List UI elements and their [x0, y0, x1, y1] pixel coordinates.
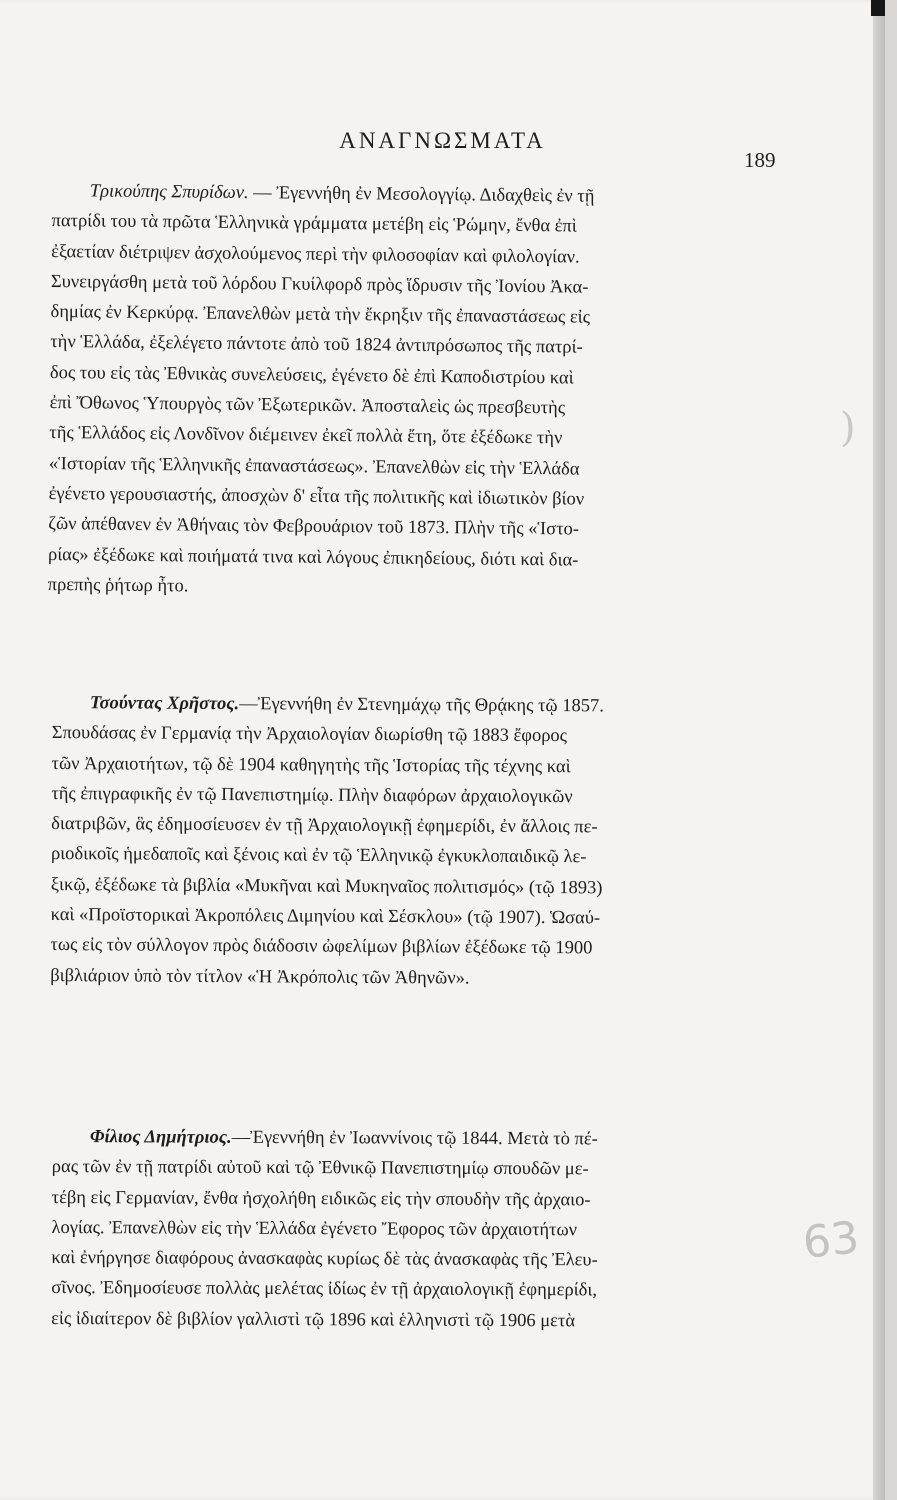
entry-name: Τρικούπης Σπυρίδων.: [89, 181, 249, 204]
running-head: ΑΝΑΓΝΩΣΜΑΤΑ: [339, 128, 546, 153]
entry-line: ξικῷ, ἐξέδωκε τὰ βιβλία «Μυκῆναι καὶ Μυκηναῖος πολιτισμός» (τῷ 1893): [50, 874, 603, 899]
entry-line: ἐξαετίαν διέτριψεν ἀσχολούμενος περὶ τὴν φιλοσοφίαν καὶ φιλολογίαν.: [51, 241, 580, 268]
entry-name: Φίλιος Δημήτριος.: [89, 1127, 232, 1148]
entry-line: πατρίδι του τὰ πρῶτα Ἑλληνικὰ γράμματα μετέβη εἰς Ῥώμην, ἔνθα ἐπὶ: [51, 211, 577, 237]
entry-line: καὶ «Προϊστορικαὶ Ἀκροπόλεις Διμηνίου καὶ Σέσκλου» (τῷ 1907). Ὡσαύ-: [50, 905, 601, 929]
entry-line: Συνειργάσθη μετὰ τοῦ λόρδου Γκυίλφορδ πρὸς ἵδρυσιν τῆς Ἰονίου Ἀκα-: [50, 271, 589, 298]
entry-line: τως εἰς τὸν σύλλογον πρὸς διάδοσιν ὠφελίμων βιβλίων ἐξέδωκε τῷ 1900: [50, 935, 593, 959]
entry-line: δημίας ἐν Κερκύρᾳ. Ἐπανελθὼν μετὰ τὴν ἔκρηξιν τῆς ἐπαναστάσεως εἰς: [50, 302, 591, 328]
entry-line: καὶ ἐνήργησε διαφόρους ἀνασκαφὰς κυρίως δὲ τὰς ἀνασκαφὰς τῆς Ἐλευ-: [51, 1248, 598, 1271]
entry-line: «Ἱστορίαν τῆς Ἑλληνικῆς ἐπαναστάσεως». Ἐπανελθὼν εἰς τὴν Ἑλλάδα: [48, 453, 580, 480]
entry-line: διατριβῶν, ἃς ἐδημοσίευσεν ἐν τῇ Ἀρχαιολογικῇ ἐφημερίδι, ἐν ἄλλοις πε-: [51, 814, 598, 838]
entry-line: ζῶν ἀπέθανεν ἐν Ἀθήναις τὸν Φεβρουάριον τοῦ 1873. Πλὴν τῆς «Ἱστο-: [48, 514, 580, 540]
entry-line: βιβλιάριον ὑπὸ τὸν τίτλον «Ἡ Ἀκρόπολις τῶν Ἀθηνῶν».: [50, 965, 470, 989]
entry-line: ἐπὶ Ὄθωνος Ὑπουργὸς τῶν Ἐξωτερικῶν. Ἀποσταλεὶς ὡς πρεσβευτὴς: [49, 393, 566, 419]
entry-line: τὴν Ἑλλάδα, ἐξελέγετο πάντοτε ἀπὸ τοῦ 1824 ἀντιπρόσωπος τῆς πατρί-: [50, 332, 583, 359]
entry-line: Φίλιος Δημήτριος.—Ἐγεννήθη ἐν Ἰωαννίνοις τῷ 1844. Μετὰ τὸ πέ-: [89, 1127, 598, 1150]
entry-line: πρεπὴς ῥήτωρ ἦτο.: [47, 574, 189, 597]
entry-line: ριοδικοῖς ἡμεδαποῖς καὶ ξένοις καὶ ἐν τῷ Ἑλληνικῷ ἐγκυκλοπαιδικῷ λε-: [50, 844, 587, 868]
entry-line: λογίας. Ἐπανελθὼν εἰς τὴν Ἑλλάδα ἐγένετο Ἔφορος τῶν ἀρχαιοτήτων: [51, 1217, 578, 1241]
entry-line: εἰς ἰδιαίτερον δὲ βιβλίον γαλλιστὶ τῷ 1896 καὶ ἑλληνιστὶ τῷ 1906 μετὰ: [51, 1308, 576, 1332]
page-edge: [873, 0, 885, 1500]
entry-line: δος του εἰς τὰς Ἐθνικὰς συνελεύσεις, ἐγένετο δὲ ἐπὶ Καποδιστρίου καὶ: [49, 362, 574, 389]
entry-tsountas: [50, 688, 768, 995]
entry-filios: [51, 1122, 768, 1337]
entry-trikoupis: [48, 176, 768, 608]
entry-line: ρίας» ἐξέδωκε καὶ ποιήματά τινα καὶ λόγους ἐπικηδείους, διότι καὶ δια-: [47, 544, 579, 571]
entry-name: Τσούντας Χρῆστος.: [89, 693, 240, 715]
scan-corner: [871, 0, 885, 16]
entry-line: σῖνος. Ἐδημοσίευσε πολλὰς μελέτας ἰδίως ἐν τῇ ἀρχαιολογικῇ ἐφημερίδι,: [51, 1278, 598, 1301]
page-number: 189: [744, 148, 776, 172]
entry-line: Τρικούπης Σπυρίδων. — Ἐγεννήθη ἐν Μεσολογγίῳ. Διδαχθεὶς ἐν τῇ: [89, 181, 595, 207]
entry-line: Τσούντας Χρῆστος.—Ἐγεννήθη ἐν Στενημάχῳ τῆς Θρᾴκης τῷ 1857.: [89, 693, 604, 717]
entry-line: ἐγένετο γερουσιαστής, ἀποσχὼν δ' εἶτα τῆς πολιτικῆς καὶ ἰδιωτικὸν βίον: [48, 483, 585, 510]
entry-line: τῶν Ἀρχαιοτήτων, τῷ δὲ 1904 καθηγητὴς τῆς Ἱστορίας τῆς τέχνης καὶ: [51, 753, 571, 777]
pencil-note: 63: [800, 1212, 862, 1269]
entry-line: τῆς ἐπιγραφικῆς ἐν τῷ Πανεπιστημίῳ. Πλὴν διαφόρων ἀρχαιολογικῶν: [51, 783, 573, 808]
entry-line: ρας τῶν ἐν τῇ πατρίδι αὐτοῦ καὶ τῷ Ἐθνικῷ Πανεπιστημίῳ σπουδῶν με-: [51, 1157, 589, 1180]
entry-line: τέβη εἰς Γερμανίαν, ἔνθα ἠσχολήθη ειδικῶς εἰς τὴν σπουδὴν τῆς ἀρχαιο-: [51, 1187, 591, 1210]
margin-mark: ): [840, 405, 856, 451]
entry-line: Σπουδάσας ἐν Γερμανίᾳ τὴν Ἀρχαιολογίαν διωρίσθη τῷ 1883 ἔφορος: [51, 723, 568, 747]
entry-line: τῆς Ἑλλάδος εἰς Λονδῖνον διέμεινεν ἐκεῖ πολλὰ ἔτη, ὅτε ἐξέδωκε τὴν: [49, 423, 563, 449]
